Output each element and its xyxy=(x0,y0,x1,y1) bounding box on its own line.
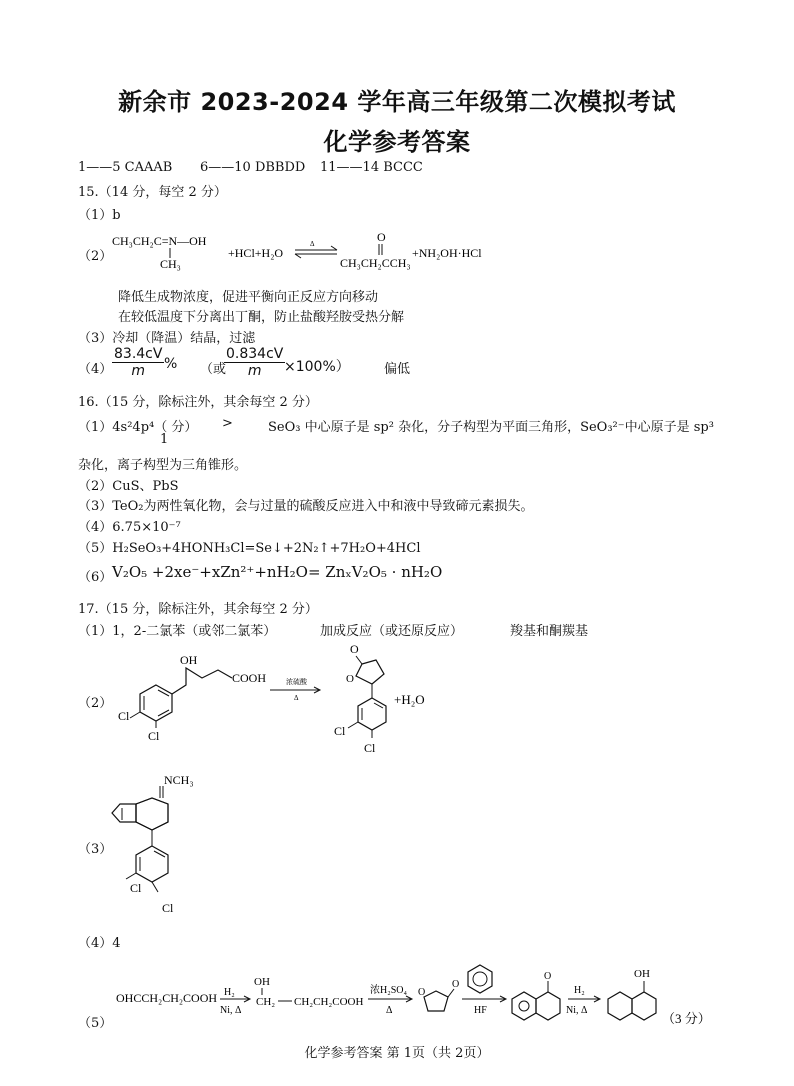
q17-synthesis-route xyxy=(100,955,720,1035)
mc-answers-3: 11——14 BCCC xyxy=(320,160,423,175)
benzene-ring xyxy=(140,685,172,721)
chloro-label: Cl xyxy=(130,881,142,895)
benzene-reagent xyxy=(468,965,492,993)
q16-heading: 16.（15 分，除标注外，其余每空 2 分） xyxy=(78,395,318,410)
q17-answer-5-label: （5） xyxy=(78,1016,113,1031)
imine-label: NCH₃ xyxy=(164,773,194,787)
hydroxyl-label: OH xyxy=(254,976,270,988)
q17-answer-1-part1: （1）1，2-二氯苯（或邻二氯苯） xyxy=(78,624,277,639)
q16-answer-4: （4）6.75×10⁻⁷ xyxy=(78,520,181,535)
fraction-2-numerator: 0.834cV xyxy=(226,346,284,362)
q16-answer-1-text2: 杂化，离子构型为三角锥形。 xyxy=(78,458,248,473)
starting-material: OHCCH₂CH₂COOH xyxy=(116,991,218,1005)
fraction-2 xyxy=(224,346,285,379)
product-hydroxylamine: +NH₂OH·HCl xyxy=(412,246,482,260)
chloro-label: Cl xyxy=(162,901,174,915)
condition-label: 浓硫酸 xyxy=(286,678,307,686)
chain-rest: CH₂CH₂COOH xyxy=(294,996,364,1008)
chain-ch2: CH₂ xyxy=(256,996,276,1008)
title-line-2: 化学参考答案 xyxy=(323,128,471,156)
carbonyl-oxygen: O xyxy=(452,979,460,990)
q16-answer-6: V₂O₅ +2xe⁻+xZn²⁺+nH₂O= ZnₓV₂O₅ · nH₂O xyxy=(112,563,443,581)
q15-answer-2-line1: 降低生成物浓度，促进平衡向正反应方向移动 xyxy=(118,290,379,305)
condition-ni: Ni, Δ xyxy=(220,1005,242,1016)
q16-answer-1-label: （1）4s²4p⁴（ 分） xyxy=(78,420,198,435)
q15-answer-1: （1）b xyxy=(78,208,121,223)
chloro-label: Cl xyxy=(364,741,376,755)
q16-answer-1-text: SeO₃ 中心原子是 sp² 杂化，分子构型为平面三角形，SeO₃²⁻中心原子是 sp³ xyxy=(268,420,714,435)
cyclohexane-ring xyxy=(632,992,656,1020)
delta-label: Δ xyxy=(310,240,315,248)
times-100: ×100%） xyxy=(284,359,350,375)
carboxyl-label: COOH xyxy=(232,671,267,685)
q16-answer-6-label: （6） xyxy=(78,570,113,585)
reactant-oxime: CH₃CH₂C=N—OH xyxy=(112,234,207,248)
reagent-h2: H₂ xyxy=(224,987,235,998)
q15-heading: 15.（14 分，每空 2 分） xyxy=(78,185,227,200)
q17-answer-1-part2: 加成反应（或还原反应） xyxy=(320,624,464,639)
q16-answer-1-score: 1 xyxy=(160,432,169,447)
cyclohexane-ring xyxy=(608,992,632,1020)
reagent-acid: 浓H₂SO₄ xyxy=(370,985,407,996)
q16-answer-2: （2）CuS、PbS xyxy=(78,479,179,494)
benzene-ring xyxy=(136,846,168,882)
lactone-ring xyxy=(356,660,384,684)
or-label: （或 xyxy=(200,362,227,377)
ketone-ring xyxy=(536,992,560,1020)
reactant-extra: +HCl+H₂O xyxy=(228,246,284,260)
mc-answers-2: 6——10 DBBDD xyxy=(200,160,306,175)
q17-reaction-2 xyxy=(108,640,438,755)
ring-oxygen: O xyxy=(346,673,354,685)
chloro-label: Cl xyxy=(148,729,160,743)
q15-answer-2-label: （2） xyxy=(78,249,113,264)
fraction-2-denominator: m xyxy=(247,363,262,379)
q15-answer-4-label: （4） xyxy=(78,362,113,377)
q16-answer-5: （5）H₂SeO₃+4HONH₃Cl=Se↓+2N₂↑+7H₂O+4HCl xyxy=(78,541,421,556)
q16-answer-3: （3）TeO₂为两性氧化物，会与过量的硫酸反应进入中和液中导致碲元素损失。 xyxy=(78,499,534,514)
q17-structure-3 xyxy=(108,768,218,918)
chloro-label: Cl xyxy=(334,724,346,738)
carbonyl-oxygen: O xyxy=(350,642,359,656)
lactone-ring xyxy=(424,991,448,1011)
water-product: +H₂O xyxy=(394,692,425,707)
hydroxyl-label: OH xyxy=(634,968,650,980)
delta-label: Δ xyxy=(386,1005,393,1016)
reagent-h2b: H₂ xyxy=(574,985,585,996)
q15-answer-3: （3）冷却（降温）结晶，过滤 xyxy=(78,331,256,346)
title-line-1: 新余市 2023-2024 学年高三年级第二次模拟考试 xyxy=(118,88,676,116)
side-chain xyxy=(172,668,232,694)
mc-answers-1: 1——5 CAAAB xyxy=(78,160,173,175)
q16-greater-than: > xyxy=(222,416,233,431)
ring-oxygen: O xyxy=(418,987,426,998)
q17-answer-4: （4）4 xyxy=(78,936,121,951)
score-label: （3 分） xyxy=(662,1011,711,1026)
hydroxyl-label: OH xyxy=(180,653,198,667)
q15-answer-4-note: 偏低 xyxy=(384,362,411,377)
chloro-label: Cl xyxy=(118,709,130,723)
carbonyl-oxygen: O xyxy=(544,971,552,982)
q17-answer-2-label: （2） xyxy=(78,696,113,711)
q15-equation xyxy=(100,228,520,274)
delta-label: Δ xyxy=(294,694,299,702)
reagent-hf: HF xyxy=(474,1005,487,1016)
fraction-1-numerator: 83.4cV xyxy=(114,346,163,362)
reactant-methyl: CH₃ xyxy=(160,257,181,271)
q17-answer-1-part3: 羧基和酮羰基 xyxy=(510,624,589,639)
q17-answer-3-label: （3） xyxy=(78,842,113,857)
page-footer: 化学参考答案 第 1页（共 2页） xyxy=(304,1046,490,1061)
product-butanone: CH₃CH₂CCH₃ xyxy=(340,256,411,270)
percent-sign: % xyxy=(164,356,178,372)
fraction-1-denominator: m xyxy=(131,363,146,379)
q17-heading: 17.（15 分，除标注外，其余每空 2 分） xyxy=(78,602,318,617)
benzene-ring xyxy=(512,992,536,1020)
q15-answer-2-line2: 在较低温度下分离出丁酮，防止盐酸羟胺受热分解 xyxy=(118,310,405,325)
carbonyl-oxygen: O xyxy=(377,230,386,244)
condition-ni: Ni, Δ xyxy=(566,1005,588,1016)
cyclohexene-ring xyxy=(136,798,168,830)
fraction-1 xyxy=(112,346,164,379)
